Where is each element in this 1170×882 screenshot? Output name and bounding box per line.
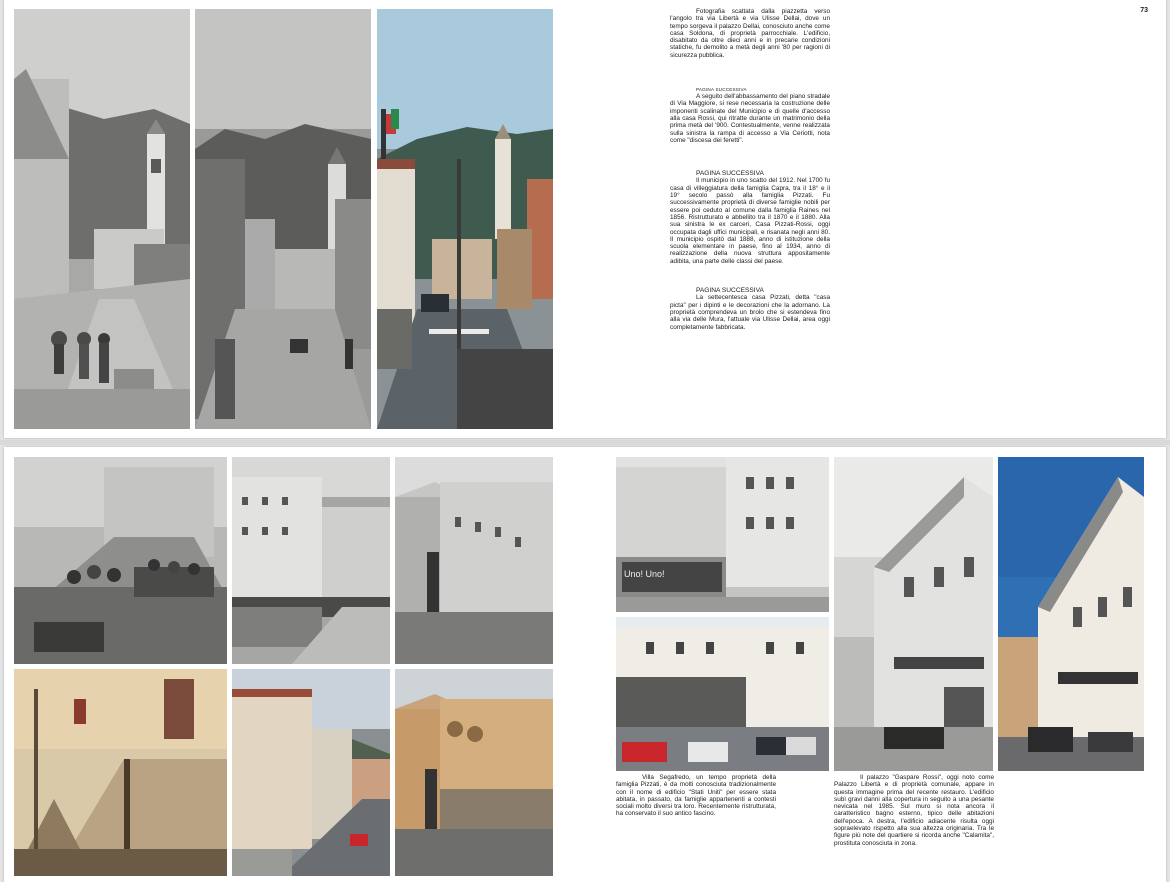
painted-palazzo-bw-photo <box>395 457 553 664</box>
paragraph-4: La settecentesca casa Pizzati, detta "casa picta" per i dipinti e le decorazioni che la adornano. La proprietà comprendeva un brolo che si estendeva fino alla via delle Mura, l'attuale via Ulisse Dellai, area oggi completamente fabbricata. <box>670 294 830 331</box>
villa-segafredo-bw-photo <box>616 457 829 612</box>
text-column <box>670 8 830 331</box>
bell-tower-street-modern-photo <box>377 9 553 429</box>
page-number: 73 <box>1140 7 1148 14</box>
top-page-spread <box>4 0 1166 438</box>
paragraph-4-heading: PAGINA SUCCESSIVA <box>696 287 764 295</box>
paragraph-1: Fotografia scattata dalla piazzetta verso l'angolo tra via Libertà e via Ulisse Dellai, dove un tempo sorgeva il palazzo Dellai, conosciuto anche come casa Soldona, di proprietà parrocchiale. L'edificio, disabitato da oltre dieci anni e in precarie condizioni statiche, fu demolito a metà degli anni '80 per ragioni di sicurezza pubblica. <box>670 8 830 59</box>
paragraph-3: Il municipio in uno scatto del 1912. Nel 1700 fu casa di villeggiatura della famiglia Capra, tra il 18° e il 19° secolo passò alla famiglia Pizzati. Fu successivamente proprietà di diverse famiglie nobili per essere poi ceduto al comune dalla famiglia Raines nel 1856. Ristrutturato e abbellito tra il 1870 e il 1880. Alla sua sinistra le ex carceri, Casa Pizzati-Rossi, oggi occupata dagli uffici municipali, e risanata negli anni 80. Il municipio ospitò dal 1888, anno di istituzione della scuola elementare in paese, fino al 1934, anno di realizzazione della nuova struttura appositamente adibita, una parte delle classi del paese. <box>670 177 830 265</box>
palazzo-rossi-caption: Il palazzo "Gaspare Rossi", oggi noto come Palazzo Libertà e di proprietà comunale, appare in questa immagine prima del recente restauro. L'edificio subì gravi danni alla copertura in seguito a una pesante nevicata nel 1985. Sul muro si nota ancora il caratteristico bagno esterno, tipico delle abitazioni dell'epoca. A destra, l'edificio adiacente risulta oggi sopraelevato rispetto alla sua altezza originaria. Tra le figure più note del quartiere si ricorda anche "Calamita", prostituta conosciuta in zona. <box>834 774 994 847</box>
bottom-page-spread <box>4 447 1166 882</box>
palazzo-rossi-color-photo <box>998 457 1144 771</box>
villa-segafredo-caption: Villa Segafredo, un tempo proprietà della famiglia Pizzati, è da molti conosciuta tradizionalmente con il nome di edificio "Stati Uniti" per essere stata abitata, in passato, da famiglie appartenenti a contesti sociali molto diversi tra loro. Recentemente ristrutturata, ha conservato il suo antico fascino. <box>616 774 776 818</box>
spread-divider <box>0 440 1170 445</box>
paragraph-2: A seguito dell'abbassamento del piano stradale di Via Maggiore, si rese necessaria la costruzione delle imponenti scalinate del Municipio e di quelle d'accesso alla casa Rossi, qui ritratte durante un matrimonio della prima metà del '900. Contestualmente, venne realizzata sulla sinistra la rampa di accesso a Via Ceriotti, nota come "discesa dei feretti". <box>670 93 830 144</box>
paragraph-3-heading: PAGINA SUCCESSIVA <box>696 170 764 178</box>
bell-tower-street-vintage-photo <box>14 9 190 429</box>
street-procession-vintage-photo <box>232 457 390 664</box>
villa-segafredo-color-photo <box>616 617 829 771</box>
palazzo-rossi-bw-photo <box>834 457 993 771</box>
bell-tower-street-midcentury-photo <box>195 9 371 429</box>
poster-text: Uno! Uno! <box>624 569 665 579</box>
paragraph-2-heading: PAGINA SUCCESSIVA <box>696 87 747 93</box>
street-color-photo <box>232 669 390 876</box>
painted-palazzo-color-photo <box>395 669 553 876</box>
wedding-stairs-vintage-photo <box>14 457 227 664</box>
stairs-color-photo <box>14 669 227 876</box>
